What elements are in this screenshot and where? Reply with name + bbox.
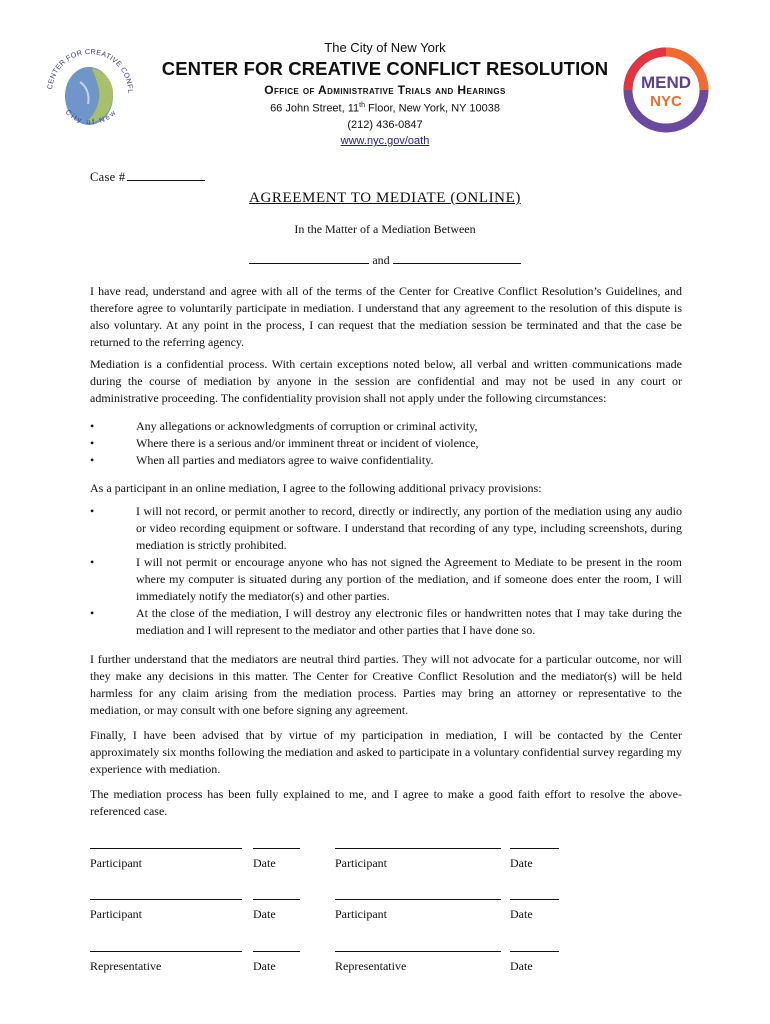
case-number-blank[interactable]: [127, 168, 205, 181]
privacy-intro-paragraph: As a participant in an online mediation, I agree to the following additional privacy provisions:: [90, 481, 542, 495]
signature-label: Participant: [90, 856, 142, 870]
signature-label: Participant: [90, 907, 142, 921]
bullet: •: [90, 419, 95, 433]
date-line[interactable]: [510, 848, 559, 849]
list-item-text: Where there is a serious and/or imminent threat or incident of violence,: [136, 436, 479, 450]
date-label: Date: [253, 959, 276, 973]
seal-ring-text: CENTER FOR CREATIVE CONFL: [45, 46, 136, 94]
list-item-text: Any allegations or acknowledgments of corruption or criminal activity,: [136, 419, 478, 433]
case-number-label: Case #: [90, 170, 126, 184]
signature-line[interactable]: [90, 848, 242, 849]
mediator-neutrality-paragraph: I further understand that the mediators are neutral third parties. They will not advocate for a particular outcome, nor will they make any decisions in this matter. The Center for Creative Conflict Resolution and the mediator(s) will be held harmless for any claim arising from the mediation process. Parties may bring an attorney or representative to the mediation, or may consult with one before signing any agreement.: [90, 652, 682, 717]
address-sup: th: [359, 102, 365, 109]
confidentiality-paragraph: Mediation is a confidential process. With certain exceptions noted below, all verbal and written communications made during the course of mediation by anyone in the session are confidential and may not be used in any court or administrative proceeding. The confidentiality provision shall not apply under the following circumstances:: [90, 357, 682, 405]
signature-line[interactable]: [90, 899, 242, 900]
date-line[interactable]: [510, 951, 559, 952]
date-line[interactable]: [253, 951, 300, 952]
date-label: Date: [253, 856, 276, 870]
signature-field[interactable]: [90, 899, 242, 922]
city-name: The City of New York: [324, 40, 446, 55]
mend-nyc-logo-graphic: [620, 44, 712, 136]
parties-line: [0, 252, 770, 268]
confidentiality-exceptions-list: [90, 418, 682, 469]
bullet: •: [90, 504, 95, 518]
address-part: 66 John Street, 11: [270, 102, 360, 115]
nyc-text: NYC: [650, 93, 682, 110]
date-field[interactable]: [510, 951, 559, 974]
list-item-text: I will not record, or permit another to record, directly or indirectly, any portion of the mediation using any audio or video recording equipment or software. I understand that recording of any type, including screenshots, during mediation is strictly prohibited.: [136, 504, 682, 552]
signature-line[interactable]: [335, 899, 501, 900]
date-line[interactable]: [253, 899, 300, 900]
list-item-text: At the close of the mediation, I will destroy any electronic files or handwritten notes that I may take during the mediation and I will represent to the mediator and other parties that I have done so.: [136, 606, 682, 637]
guidelines-paragraph: I have read, understand and agree with all of the terms of the Center for Creative Conflict Resolution’s Guidelines, and therefore agree to voluntarily participate in mediation. I understand that any agreement to the resolution of this dispute is also voluntary. At any point in the process, I can request that the mediation session be terminated and that the case be returned to the referring agency.: [90, 284, 682, 349]
document-title-text: AGREEMENT TO MEDIATE (ONLINE): [249, 190, 521, 206]
seal-bottom-text: City of New: [63, 107, 119, 127]
center-name: CENTER FOR CREATIVE CONFLICT RESOLUTION: [161, 58, 609, 79]
acknowledgement-paragraph: The mediation process has been fully explained to me, and I agree to make a good faith effort to resolve the above-referenced case.: [90, 787, 682, 818]
signature-label: Representative: [335, 959, 407, 973]
cccr-logo-graphic: [40, 38, 140, 138]
mend-text: MEND: [640, 73, 692, 92]
list-item-text: I will not permit or encourage anyone who has not signed the Agreement to Mediate to be present in the room where my computer is situated during any portion of the mediation, and if someone does enter the room, I will immediately notify the mediator(s) and other parties.: [136, 555, 682, 603]
phone-number: (212) 436-0847: [347, 119, 423, 131]
date-label: Date: [253, 907, 276, 921]
party-two-blank[interactable]: [393, 252, 521, 264]
list-item: [90, 452, 682, 469]
letterhead: [0, 0, 770, 160]
matter-line: In the Matter of a Mediation Between: [294, 222, 476, 236]
list-item-text: When all parties and mediators agree to waive confidentiality.: [136, 453, 434, 467]
date-field[interactable]: [510, 899, 559, 922]
bullet: •: [90, 606, 95, 620]
parties-and: and: [372, 253, 390, 267]
date-label: Date: [510, 907, 533, 921]
date-line[interactable]: [253, 848, 300, 849]
case-number-field: [90, 168, 205, 185]
cccr-logo: [40, 38, 140, 138]
survey-paragraph: Finally, I have been advised that by virtue of my participation in mediation, I will be contacted by the Center approximately six months following the mediation and asked to participate in a voluntary confidential survey regarding my experience with mediation.: [90, 728, 682, 776]
list-item: [90, 605, 682, 639]
signature-field[interactable]: [90, 848, 242, 871]
date-label: Date: [510, 856, 533, 870]
date-field[interactable]: [510, 848, 559, 871]
signature-line[interactable]: [90, 951, 242, 952]
bullet: •: [90, 436, 95, 450]
date-label: Date: [510, 959, 533, 973]
address: [160, 102, 610, 115]
signature-field[interactable]: [335, 951, 501, 974]
list-item: [90, 418, 682, 435]
list-item: [90, 554, 682, 605]
website-link[interactable]: www.nyc.gov/oath: [340, 135, 430, 147]
date-field[interactable]: [253, 899, 300, 922]
signature-field[interactable]: [335, 899, 501, 922]
signature-field[interactable]: [335, 848, 501, 871]
signature-label: Participant: [335, 856, 387, 870]
signature-field[interactable]: [90, 951, 242, 974]
list-item: [90, 435, 682, 452]
document-title: [0, 190, 770, 207]
privacy-provisions-list: [90, 503, 682, 639]
bullet: •: [90, 555, 95, 569]
party-one-blank[interactable]: [249, 252, 369, 264]
date-line[interactable]: [510, 899, 559, 900]
date-field[interactable]: [253, 848, 300, 871]
signature-label: Participant: [335, 907, 387, 921]
signature-label: Representative: [90, 959, 162, 973]
signature-line[interactable]: [335, 951, 501, 952]
mend-nyc-logo: [620, 44, 712, 136]
address-part: Floor, New York, NY 10038: [365, 102, 500, 115]
date-field[interactable]: [253, 951, 300, 974]
office-name: Office of Administrative Trials and Hearings: [264, 83, 506, 97]
signature-line[interactable]: [335, 848, 501, 849]
bullet: •: [90, 453, 95, 467]
list-item: [90, 503, 682, 554]
